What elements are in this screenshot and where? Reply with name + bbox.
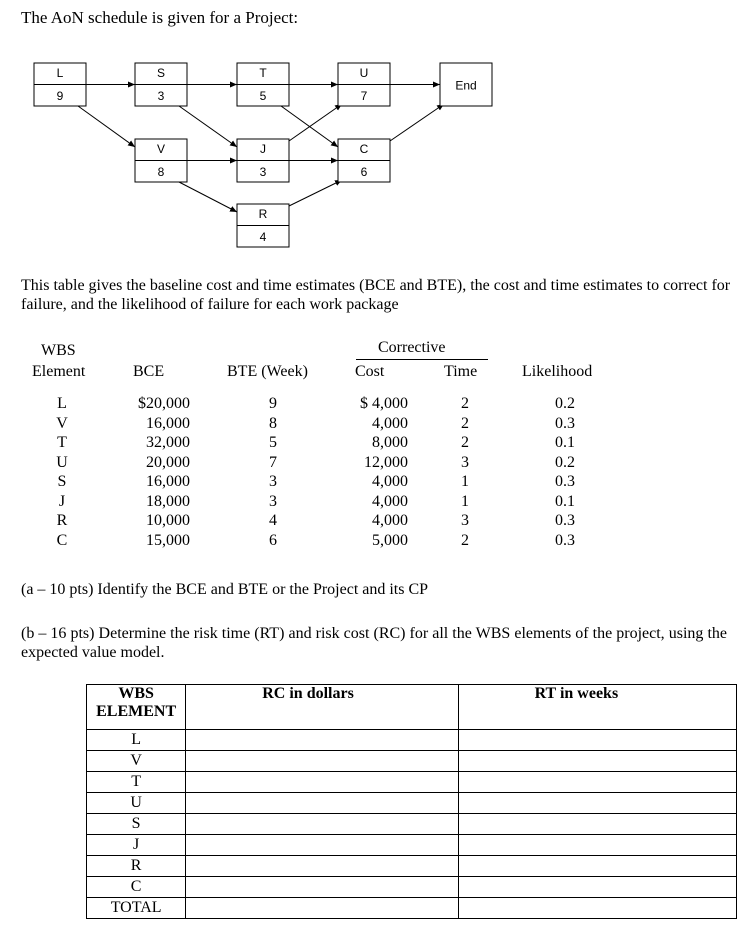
cell-bce: 20,000 [146, 453, 190, 471]
node-j [237, 139, 289, 182]
answer-element: J [87, 835, 186, 856]
aon-diagram [0, 0, 737, 260]
answer-row [87, 730, 737, 751]
node-label: T [259, 66, 267, 80]
cell-cost: 4,000 [372, 473, 408, 490]
header-corrective: Corrective [378, 339, 446, 356]
answer-rt-cell[interactable] [458, 772, 736, 793]
cell-wbs: S [57, 473, 67, 490]
header-wbs: WBS [41, 342, 76, 359]
cell-cost: 5,000 [372, 531, 408, 549]
node-duration: 4 [259, 230, 267, 244]
question-b: (b – 16 pts) Determine the risk time (RT) and risk cost (RC) for all the WBS elements of the project, using the expected value model. [21, 625, 727, 661]
cell-time: 2 [461, 395, 469, 412]
node-label: J [260, 142, 266, 156]
header-element: Element [32, 363, 86, 380]
node-end [440, 63, 492, 106]
answer-rc-cell[interactable] [186, 835, 458, 856]
column-likelihood [545, 394, 585, 550]
cell-time: 3 [461, 453, 469, 471]
cell-cost: $ 4,000 [360, 395, 408, 412]
cell-bce: 16,000 [146, 473, 190, 490]
cell-wbs: J [58, 492, 66, 510]
edge-v-r [179, 182, 237, 212]
column-bte [263, 394, 283, 550]
cell-bce: 32,000 [146, 434, 190, 451]
cell-time: 1 [461, 492, 469, 510]
node-u [338, 63, 390, 106]
answer-element-total: TOTAL [87, 898, 186, 919]
answer-row [87, 835, 737, 856]
answer-rt-cell[interactable] [458, 835, 736, 856]
answer-header-wbs-line2: ELEMENT [96, 703, 177, 720]
cell-bte: 8 [269, 414, 277, 432]
cell-bte: 7 [269, 453, 277, 471]
answer-rc-total-cell[interactable] [186, 898, 458, 919]
answer-rt-cell[interactable] [458, 793, 736, 814]
edge-c-end [390, 104, 444, 141]
answer-rt-cell[interactable] [458, 856, 736, 877]
node-duration: 3 [157, 89, 165, 103]
column-corrective-cost [340, 394, 408, 550]
answer-element: T [87, 772, 186, 793]
cell-likelihood: 0.1 [555, 434, 575, 451]
node-label: S [156, 66, 166, 80]
node-duration: 9 [56, 89, 64, 103]
intro-text: The AoN schedule is given for a Project: [21, 8, 299, 27]
answer-row [87, 793, 737, 814]
answer-header-rc: RC in dollars [186, 685, 458, 730]
cell-bte: 6 [269, 531, 277, 549]
question-a: (a – 10 pts) Identify the BCE and BTE or the Project and its CP [21, 581, 429, 598]
node-r [237, 204, 289, 247]
node-label: R [258, 207, 268, 221]
cell-wbs: V [56, 414, 68, 432]
answer-rc-cell[interactable] [186, 730, 458, 751]
cell-cost: 12,000 [364, 453, 408, 471]
cell-bce: 15,000 [146, 531, 190, 549]
node-duration: 3 [259, 165, 267, 179]
node-t [237, 63, 289, 106]
answer-rc-cell[interactable] [186, 793, 458, 814]
answer-rt-cell[interactable] [458, 814, 736, 835]
cell-likelihood: 0.2 [555, 453, 575, 471]
column-corrective-time [455, 394, 475, 550]
table-intro: This table gives the baseline cost and time estimates (BCE and BTE), the cost and time estimates to correct for failure, and the likelihood of failure for each work package [21, 277, 731, 313]
answer-rc-cell[interactable] [186, 856, 458, 877]
cell-likelihood: 0.1 [555, 492, 575, 510]
answer-row [87, 772, 737, 793]
node-l [34, 63, 86, 106]
answer-element: V [87, 751, 186, 772]
column-bce [120, 394, 190, 550]
cell-time: 3 [461, 512, 469, 529]
header-bce: BCE [133, 363, 165, 380]
cell-cost: 4,000 [372, 414, 408, 432]
answer-row [87, 877, 737, 898]
answer-element: S [87, 814, 186, 835]
cell-bce: $20,000 [138, 395, 190, 412]
column-wbs [52, 394, 72, 550]
node-duration: 5 [259, 89, 267, 103]
answer-row [87, 751, 737, 772]
cell-time: 2 [461, 434, 469, 451]
node-s [135, 63, 187, 106]
answer-rt-total-cell[interactable] [458, 898, 736, 919]
cell-cost: 8,000 [372, 434, 408, 451]
header-cost: Cost [355, 363, 385, 380]
answer-rc-cell[interactable] [186, 814, 458, 835]
cell-wbs: U [56, 453, 68, 471]
cell-likelihood: 0.3 [555, 531, 575, 549]
answer-rc-cell[interactable] [186, 751, 458, 772]
cell-likelihood: 0.2 [555, 395, 575, 412]
cell-bte: 3 [269, 473, 277, 490]
answer-element: C [87, 877, 186, 898]
answer-header-wbs [87, 685, 186, 730]
cell-wbs: C [56, 531, 68, 549]
cell-time: 1 [461, 473, 469, 490]
answer-row [87, 856, 737, 877]
answer-header-wbs-line1: WBS [118, 685, 154, 702]
cell-time: 2 [461, 414, 469, 432]
answer-rt-cell[interactable] [458, 751, 736, 772]
node-duration: 8 [157, 165, 165, 179]
answer-header-rt: RT in weeks [458, 685, 736, 730]
cell-bte: 4 [269, 512, 277, 529]
answer-rt-cell[interactable] [458, 730, 736, 751]
answer-table [86, 684, 737, 919]
cell-bte: 3 [269, 492, 277, 510]
header-time: Time [444, 363, 478, 380]
node-v [135, 139, 187, 182]
cell-wbs: L [57, 395, 67, 412]
answer-element: R [87, 856, 186, 877]
cell-wbs: R [56, 512, 68, 529]
edge-r-c [289, 180, 342, 206]
node-duration: 6 [360, 165, 368, 179]
cell-likelihood: 0.3 [555, 414, 575, 432]
cell-cost: 4,000 [372, 492, 408, 510]
node-duration: 7 [360, 89, 368, 103]
answer-row-total [87, 898, 737, 919]
cell-wbs: T [57, 434, 67, 451]
cell-bce: 10,000 [146, 512, 190, 529]
node-label: V [156, 142, 166, 156]
cell-bte: 9 [269, 395, 277, 412]
cell-time: 2 [461, 531, 469, 549]
answer-rc-cell[interactable] [186, 877, 458, 898]
node-c [338, 139, 390, 182]
corrective-rule [356, 359, 488, 360]
edge-j-u [289, 104, 342, 141]
cell-bce: 18,000 [146, 492, 190, 510]
cell-bte: 5 [269, 434, 277, 451]
answer-rc-cell[interactable] [186, 772, 458, 793]
header-likelihood: Likelihood [522, 363, 593, 380]
node-label: U [359, 66, 369, 80]
node-label: L [56, 66, 64, 80]
node-label: C [359, 142, 369, 156]
answer-element: U [87, 793, 186, 814]
answer-element: L [87, 730, 186, 751]
edge-s-j [179, 106, 237, 147]
cell-cost: 4,000 [372, 512, 408, 529]
node-label: End [455, 78, 477, 93]
cell-likelihood: 0.3 [555, 473, 575, 490]
header-bte: BTE (Week) [227, 363, 308, 380]
answer-rt-cell[interactable] [458, 877, 736, 898]
answer-row [87, 814, 737, 835]
cell-bce: 16,000 [146, 414, 190, 432]
edge-l-v [78, 106, 135, 147]
cell-likelihood: 0.3 [555, 512, 575, 529]
